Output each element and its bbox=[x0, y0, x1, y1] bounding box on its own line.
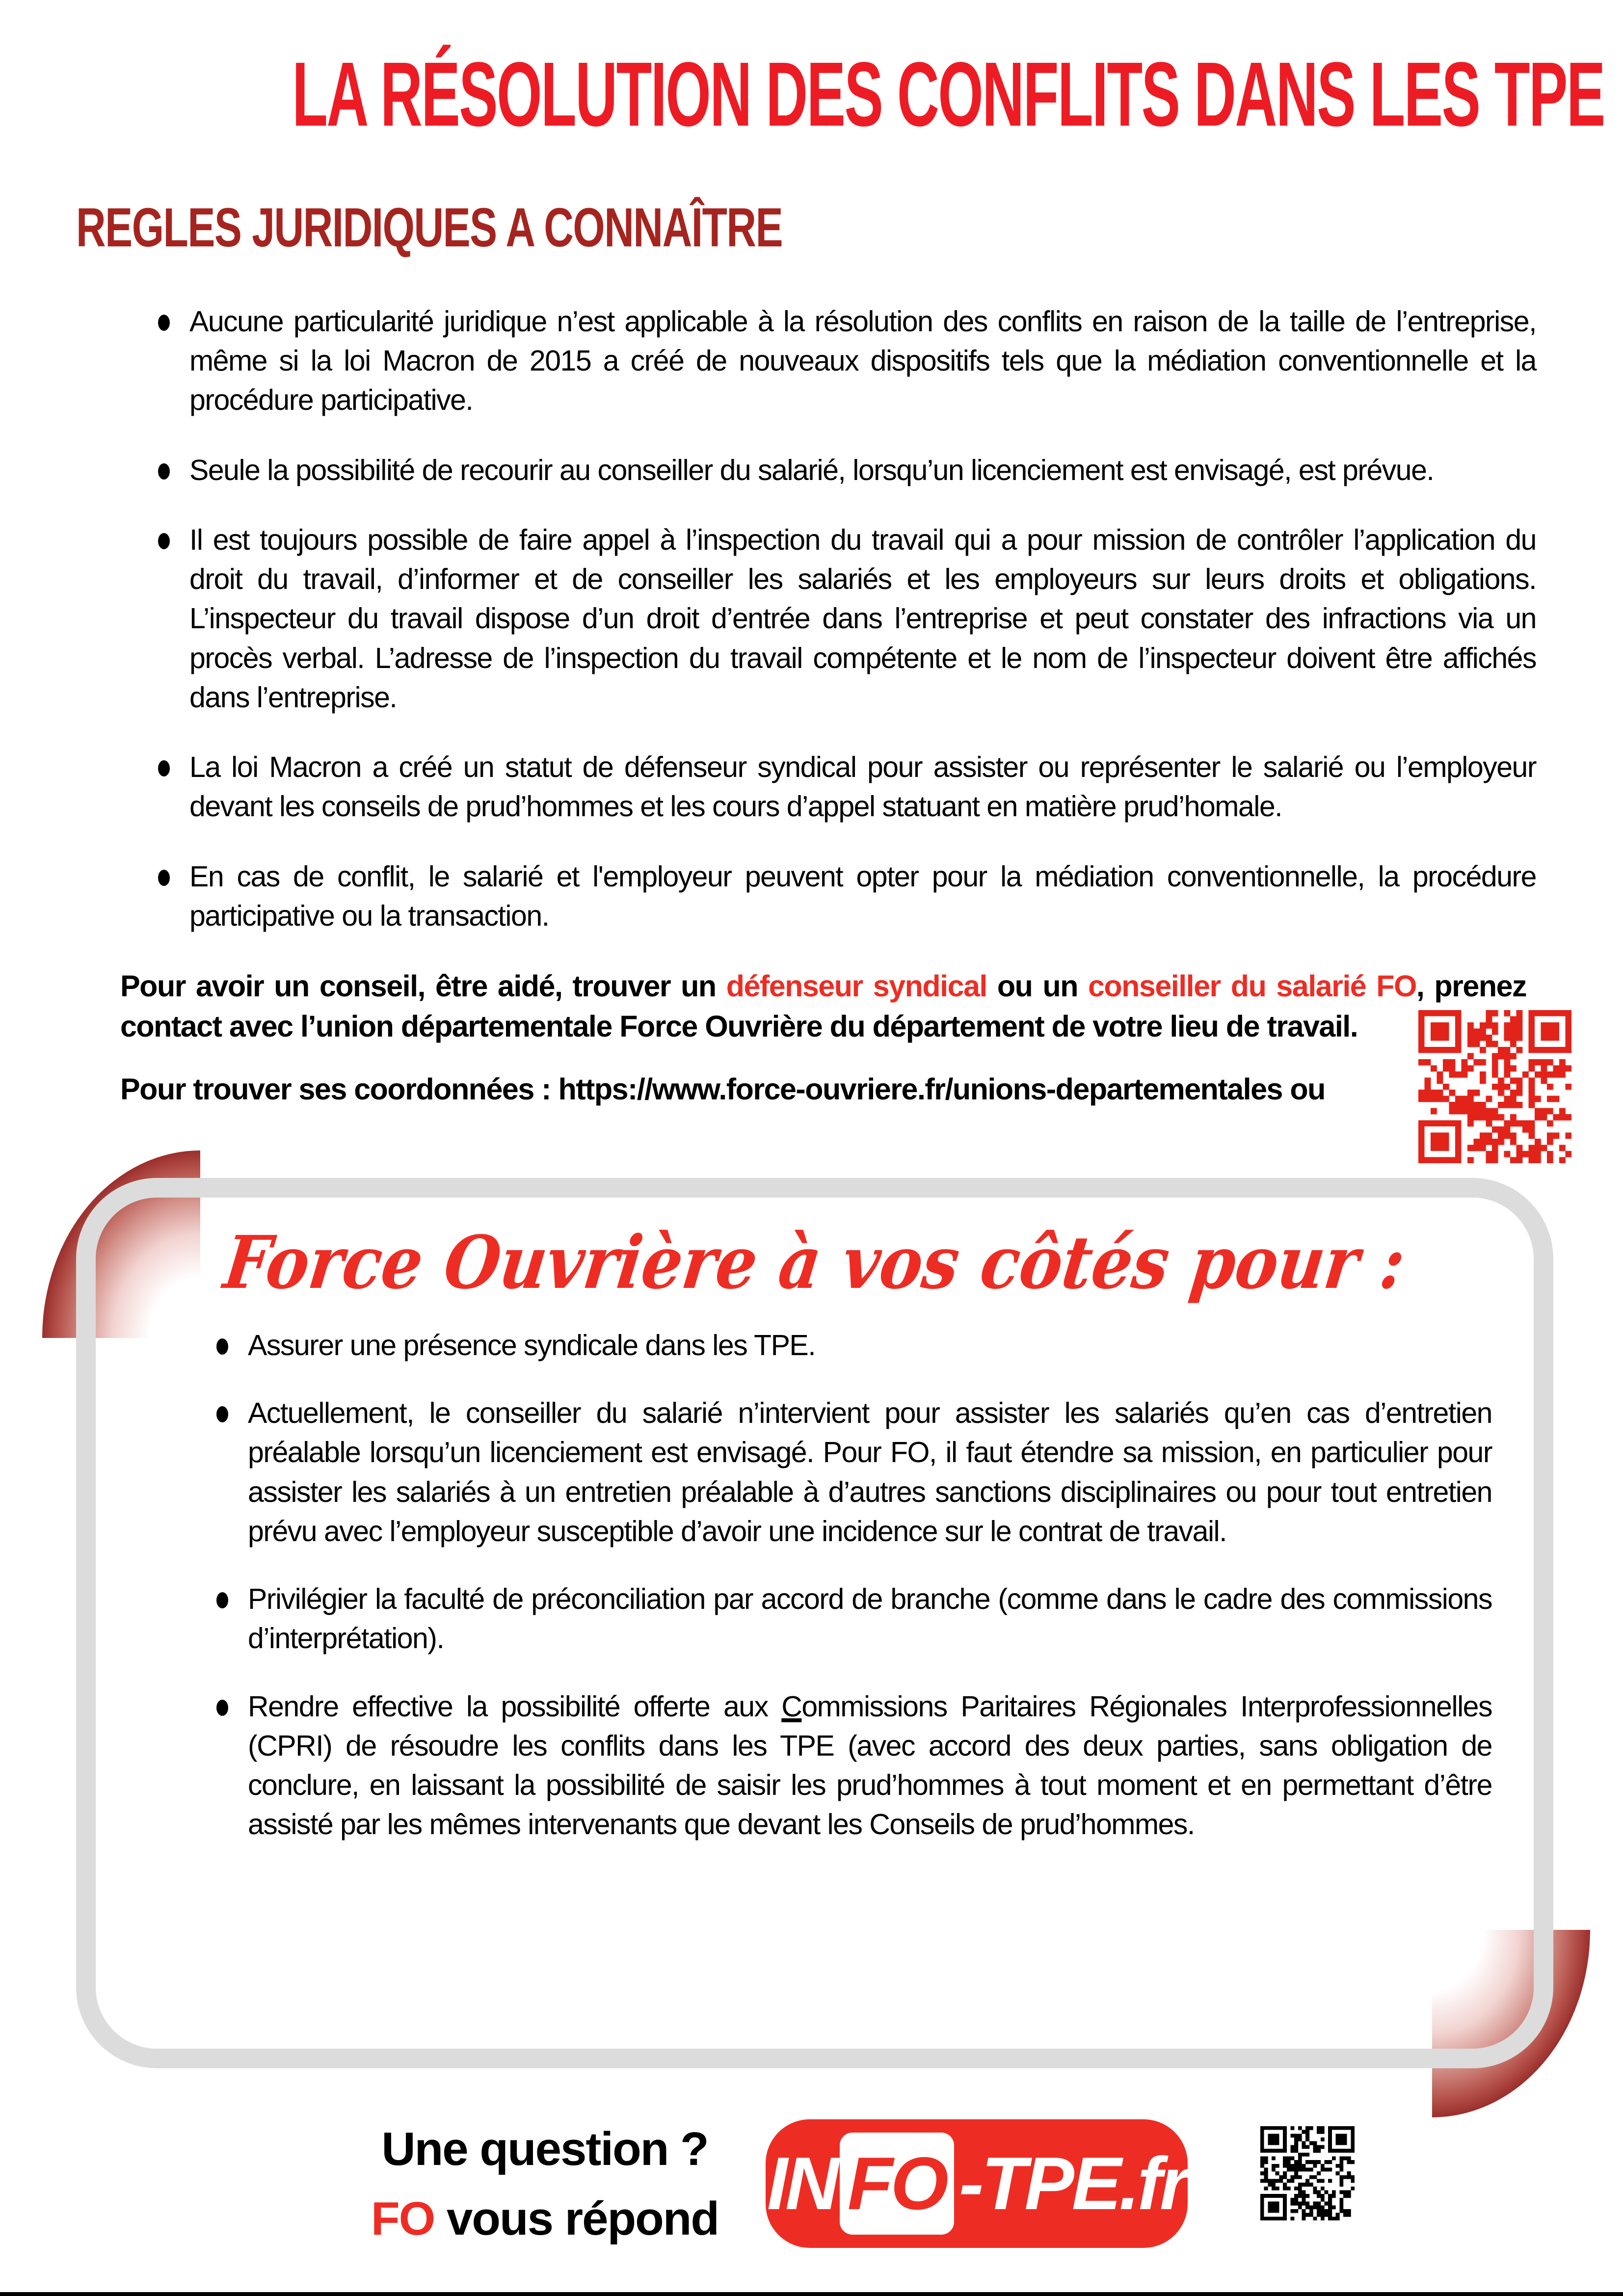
fo-acronym: FO bbox=[371, 2192, 435, 2245]
footer-question-block bbox=[339, 2114, 751, 2254]
bullet-item: La loi Macron a créé un statut de défenseur syndical pour assister ou représenter le salarié ou l’employeur devant les conseils de prud’hommes et les cours d’appel statuant en matière prud’homale. bbox=[152, 748, 1536, 826]
red-emphasis-text: défenseur syndical bbox=[726, 969, 987, 1003]
bullet-item: Privilégier la faculté de préconciliation par accord de branche (comme dans le cadre des commissions d’interprétation). bbox=[211, 1579, 1492, 1658]
qr-code-icon-red bbox=[1418, 1010, 1571, 1163]
text-segment: C bbox=[781, 1690, 802, 1723]
logo-fo-badge: FO bbox=[840, 2133, 954, 2235]
fo-box-heading: Force Ouvrière à vos côtés pour : bbox=[219, 1220, 1410, 1305]
text-segment: Pour avoir un conseil, être aidé, trouver un bbox=[120, 969, 726, 1003]
unions-departementales-url[interactable]: https://www.force-ouvriere.fr/unions-departementales bbox=[558, 1072, 1282, 1106]
rules-bullet-list bbox=[152, 302, 1536, 935]
qr-code-icon-black bbox=[1260, 2126, 1355, 2220]
logo-text-in: IN bbox=[767, 2141, 837, 2225]
bullet-item bbox=[211, 1687, 1492, 1844]
coordinates-label: Pour trouver ses coordonnées : bbox=[120, 1072, 559, 1106]
bullet-item: Actuellement, le conseiller du salarié n’intervient pour assister les salariés qu’en cas d’entretien préalable lorsqu’un licenciement est envisagé. Pour FO, il faut étendre sa mission, en particulier pour assister les salariés à un entretien préalable à d’autres sanctions disciplinaires ou pour tout entretien prévu avec l’employeur susceptible d’avoir une incidence sur le contrat de travail. bbox=[211, 1393, 1492, 1551]
fo-box-bullet-list bbox=[211, 1326, 1492, 1844]
red-emphasis-text: conseiller du salarié FO bbox=[1088, 969, 1416, 1003]
bullet-item: Assurer une présence syndicale dans les TPE. bbox=[211, 1326, 1492, 1365]
page-title: LA RÉSOLUTION DES CONFLITS DANS LES TPE bbox=[292, 44, 1604, 145]
coordinates-line bbox=[120, 1069, 1401, 1109]
logo-text-tpe-fr: -TPE.fr bbox=[958, 2141, 1187, 2225]
bullet-item: Aucune particularité juridique n’est applicable à la résolution des conflits en raison de la taille de l’entreprise, même si la loi Macron de 2015 a créé de nouveaux dispositifs tels que la médiation conventionnelle et la procédure participative. bbox=[152, 302, 1536, 420]
footer-answer-line bbox=[339, 2184, 751, 2254]
fo-highlight-box bbox=[76, 1178, 1553, 2068]
text-segment: Rendre effective la possibilité offerte aux bbox=[248, 1690, 782, 1723]
page-bottom-edge bbox=[0, 2292, 1623, 2296]
bullet-item: Seule la possibilité de recourir au conseiller du salarié, lorsqu’un licenciement est envisagé, est prévue. bbox=[152, 451, 1536, 490]
info-tpe-logo bbox=[766, 2119, 1188, 2248]
text-segment: ou un bbox=[986, 969, 1088, 1003]
contact-paragraph bbox=[120, 966, 1526, 1047]
footer-answer-suffix: vous répond bbox=[434, 2192, 719, 2245]
footer-question-line: Une question ? bbox=[381, 2123, 708, 2175]
coordinates-suffix: ou bbox=[1282, 1072, 1325, 1106]
rules-section-heading: REGLES JURIDIQUES A CONNAÎTRE bbox=[76, 197, 783, 258]
bullet-item: En cas de conflit, le salarié et l'employeur peuvent opter pour la médiation conventionnelle, la procédure participative ou la transaction. bbox=[152, 857, 1536, 935]
text-segment: ommissions Paritaires Régionales Interprofessionnelles (CPRI) de résoudre les conflits dans les TPE (avec accord des deux parties, sans obligation de conclure, en laissant la possibilité de saisir les prud’hommes à tout moment et en permettant d’être assisté par les mêmes intervenants que devant les Conseils de prud’hommes. bbox=[248, 1690, 1492, 1841]
text-segment: , prenez contact avec l’union départementale Force Ouvrière du département de votre lieu de travail. bbox=[120, 969, 1527, 1043]
bullet-item: Il est toujours possible de faire appel à l’inspection du travail qui a pour mission de contrôler l’application du droit du travail, d’informer et de conseiller les salariés et les employeurs sur leurs droits et obligations. L’inspecteur du travail dispose d’un droit d’entrée dans l’entreprise et peut constater des infractions via un procès verbal. L’adresse de l’inspection du travail compétente et le nom de l’inspecteur doivent être affichés dans l’entreprise. bbox=[152, 520, 1536, 717]
